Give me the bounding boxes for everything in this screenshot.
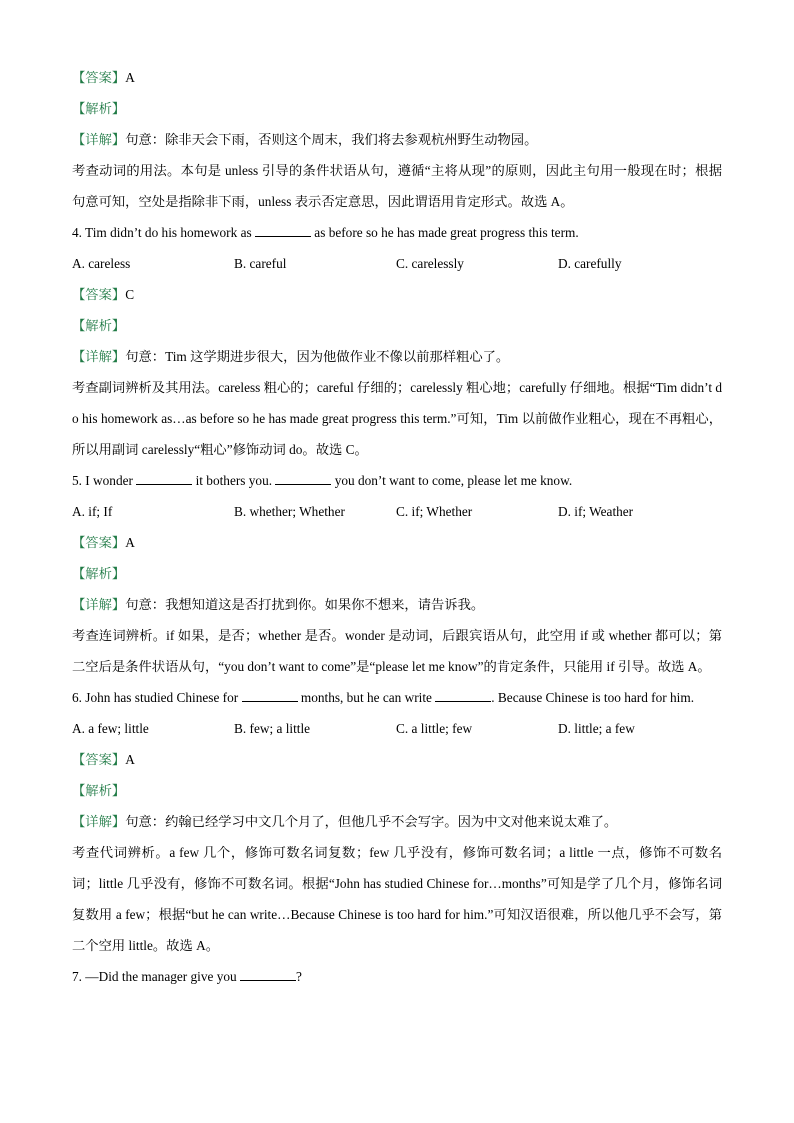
question-stem: [72, 465, 722, 496]
stem-text: as before so he has made great progress this term.: [310, 225, 579, 240]
analysis-label-line: [72, 558, 722, 589]
option-c: C. carelessly: [396, 256, 464, 271]
detail-label: 【详解】: [72, 597, 126, 612]
stem-text: you don’t want to come, please let me know.: [331, 473, 573, 488]
explanation-paragraph: 考查动词的用法。本句是 unless 引导的条件状语从句，遵循“主将从现”的原则，因此主句用一般现在时；根据句意可知，空处是指除非下雨，unless 表示否定意思，因此谓语用肯定形式。故选 A。: [72, 163, 722, 209]
detail-label: 【详解】: [72, 814, 126, 829]
detail-label: 【详解】: [72, 349, 126, 364]
option-b: B. whether; Whether: [234, 504, 345, 519]
options-row: [72, 248, 722, 279]
stem-text: 4. Tim didn’t do his homework as: [72, 225, 255, 240]
explanation-paragraph: 考查副词辨析及其用法。careless 粗心的；careful 仔细的；carelessly 粗心地；carefully 仔细地。根据“Tim didn’t do his homework as…as before so he has made great progress this term.”可知，Tim 以前做作业粗心，现在不再粗心，所以用副词 carelessly“粗心”修饰动词 do。故选 C。: [72, 380, 722, 457]
stem-text: 7. —Did the manager give you: [72, 969, 241, 984]
options-row: [72, 496, 722, 527]
answer-blank: [242, 688, 298, 702]
answer-label: 【答案】: [72, 752, 126, 767]
analysis-label-line: [72, 775, 722, 806]
stem-text: 6. John has studied Chinese for: [72, 690, 242, 705]
answer-label: 【答案】: [72, 287, 126, 302]
analysis-label: 【解析】: [72, 318, 126, 333]
analysis-label-line: [72, 310, 722, 341]
answer-line: [72, 527, 722, 558]
analysis-label: 【解析】: [72, 566, 126, 581]
answer-blank: [435, 688, 491, 702]
option-a: A. careless: [72, 256, 131, 271]
answer-value: C: [125, 287, 135, 302]
question-stem: [72, 217, 722, 248]
answer-value: A: [125, 535, 135, 550]
option-d: D. carefully: [558, 256, 622, 271]
detail-line: [72, 124, 722, 155]
answer-value: A: [125, 70, 135, 85]
answer-blank: [275, 471, 331, 485]
option-a: A. if; If: [72, 504, 113, 519]
answer-line: [72, 279, 722, 310]
answer-blank: [240, 967, 296, 981]
answer-label: 【答案】: [72, 70, 126, 85]
stem-text: ?: [296, 969, 302, 984]
option-c: C. a little; few: [396, 721, 473, 736]
detail-text: 句意：Tim 这学期进步很大，因为他做作业不像以前那样粗心了。: [125, 349, 510, 364]
analysis-label: 【解析】: [72, 101, 126, 116]
answer-label: 【答案】: [72, 535, 126, 550]
explanation-paragraph: 考查代词辨析。a few 几个，修饰可数名词复数；few 几乎没有，修饰可数名词；a little 一点，修饰不可数名词；little 几乎没有，修饰不可数名词。根据“John has studied Chinese for…months”可知是学了几个月，修饰名词复数用 a few；根据“but he can write…Because Chinese is too hard for him.”可知汉语很难，所以他几乎不会写，第二个空用 little。故选 A。: [72, 845, 722, 953]
document-page: [72, 62, 722, 992]
stem-text: months, but he can write: [297, 690, 436, 705]
analysis-label: 【解析】: [72, 783, 126, 798]
stem-text: . Because Chinese is too hard for him.: [491, 690, 695, 705]
option-b: B. careful: [234, 256, 287, 271]
question-stem: [72, 961, 722, 992]
option-d: D. if; Weather: [558, 504, 634, 519]
detail-text: 句意：约翰已经学习中文几个月了，但他几乎不会写字。因为中文对他来说太难了。: [125, 814, 618, 829]
detail-text: 句意：除非天会下雨，否则这个周末，我们将去参观杭州野生动物园。: [125, 132, 538, 147]
detail-label: 【详解】: [72, 132, 126, 147]
option-d: D. little; a few: [558, 721, 635, 736]
answer-blank: [255, 223, 311, 237]
detail-line: [72, 806, 722, 837]
answer-value: A: [125, 752, 135, 767]
option-a: A. a few; little: [72, 721, 149, 736]
answer-line: [72, 62, 722, 93]
detail-text: 句意：我想知道这是否打扰到你。如果你不想来，请告诉我。: [125, 597, 485, 612]
question-stem: [72, 682, 722, 713]
analysis-label-line: [72, 93, 722, 124]
stem-text: it bothers you.: [192, 473, 276, 488]
stem-text: 5. I wonder: [72, 473, 137, 488]
answer-line: [72, 744, 722, 775]
explanation-paragraph: 考查连词辨析。if 如果，是否；whether 是否。wonder 是动词，后跟宾语从句，此空用 if 或 whether 都可以；第二空后是条件状语从句，“you don’t want to come”是“please let me know”的肯定条件，只能用 if 引导。故选 A。: [72, 628, 722, 674]
detail-line: [72, 341, 722, 372]
option-b: B. few; a little: [234, 721, 311, 736]
option-c: C. if; Whether: [396, 504, 473, 519]
detail-line: [72, 589, 722, 620]
options-row: [72, 713, 722, 744]
answer-blank: [136, 471, 192, 485]
